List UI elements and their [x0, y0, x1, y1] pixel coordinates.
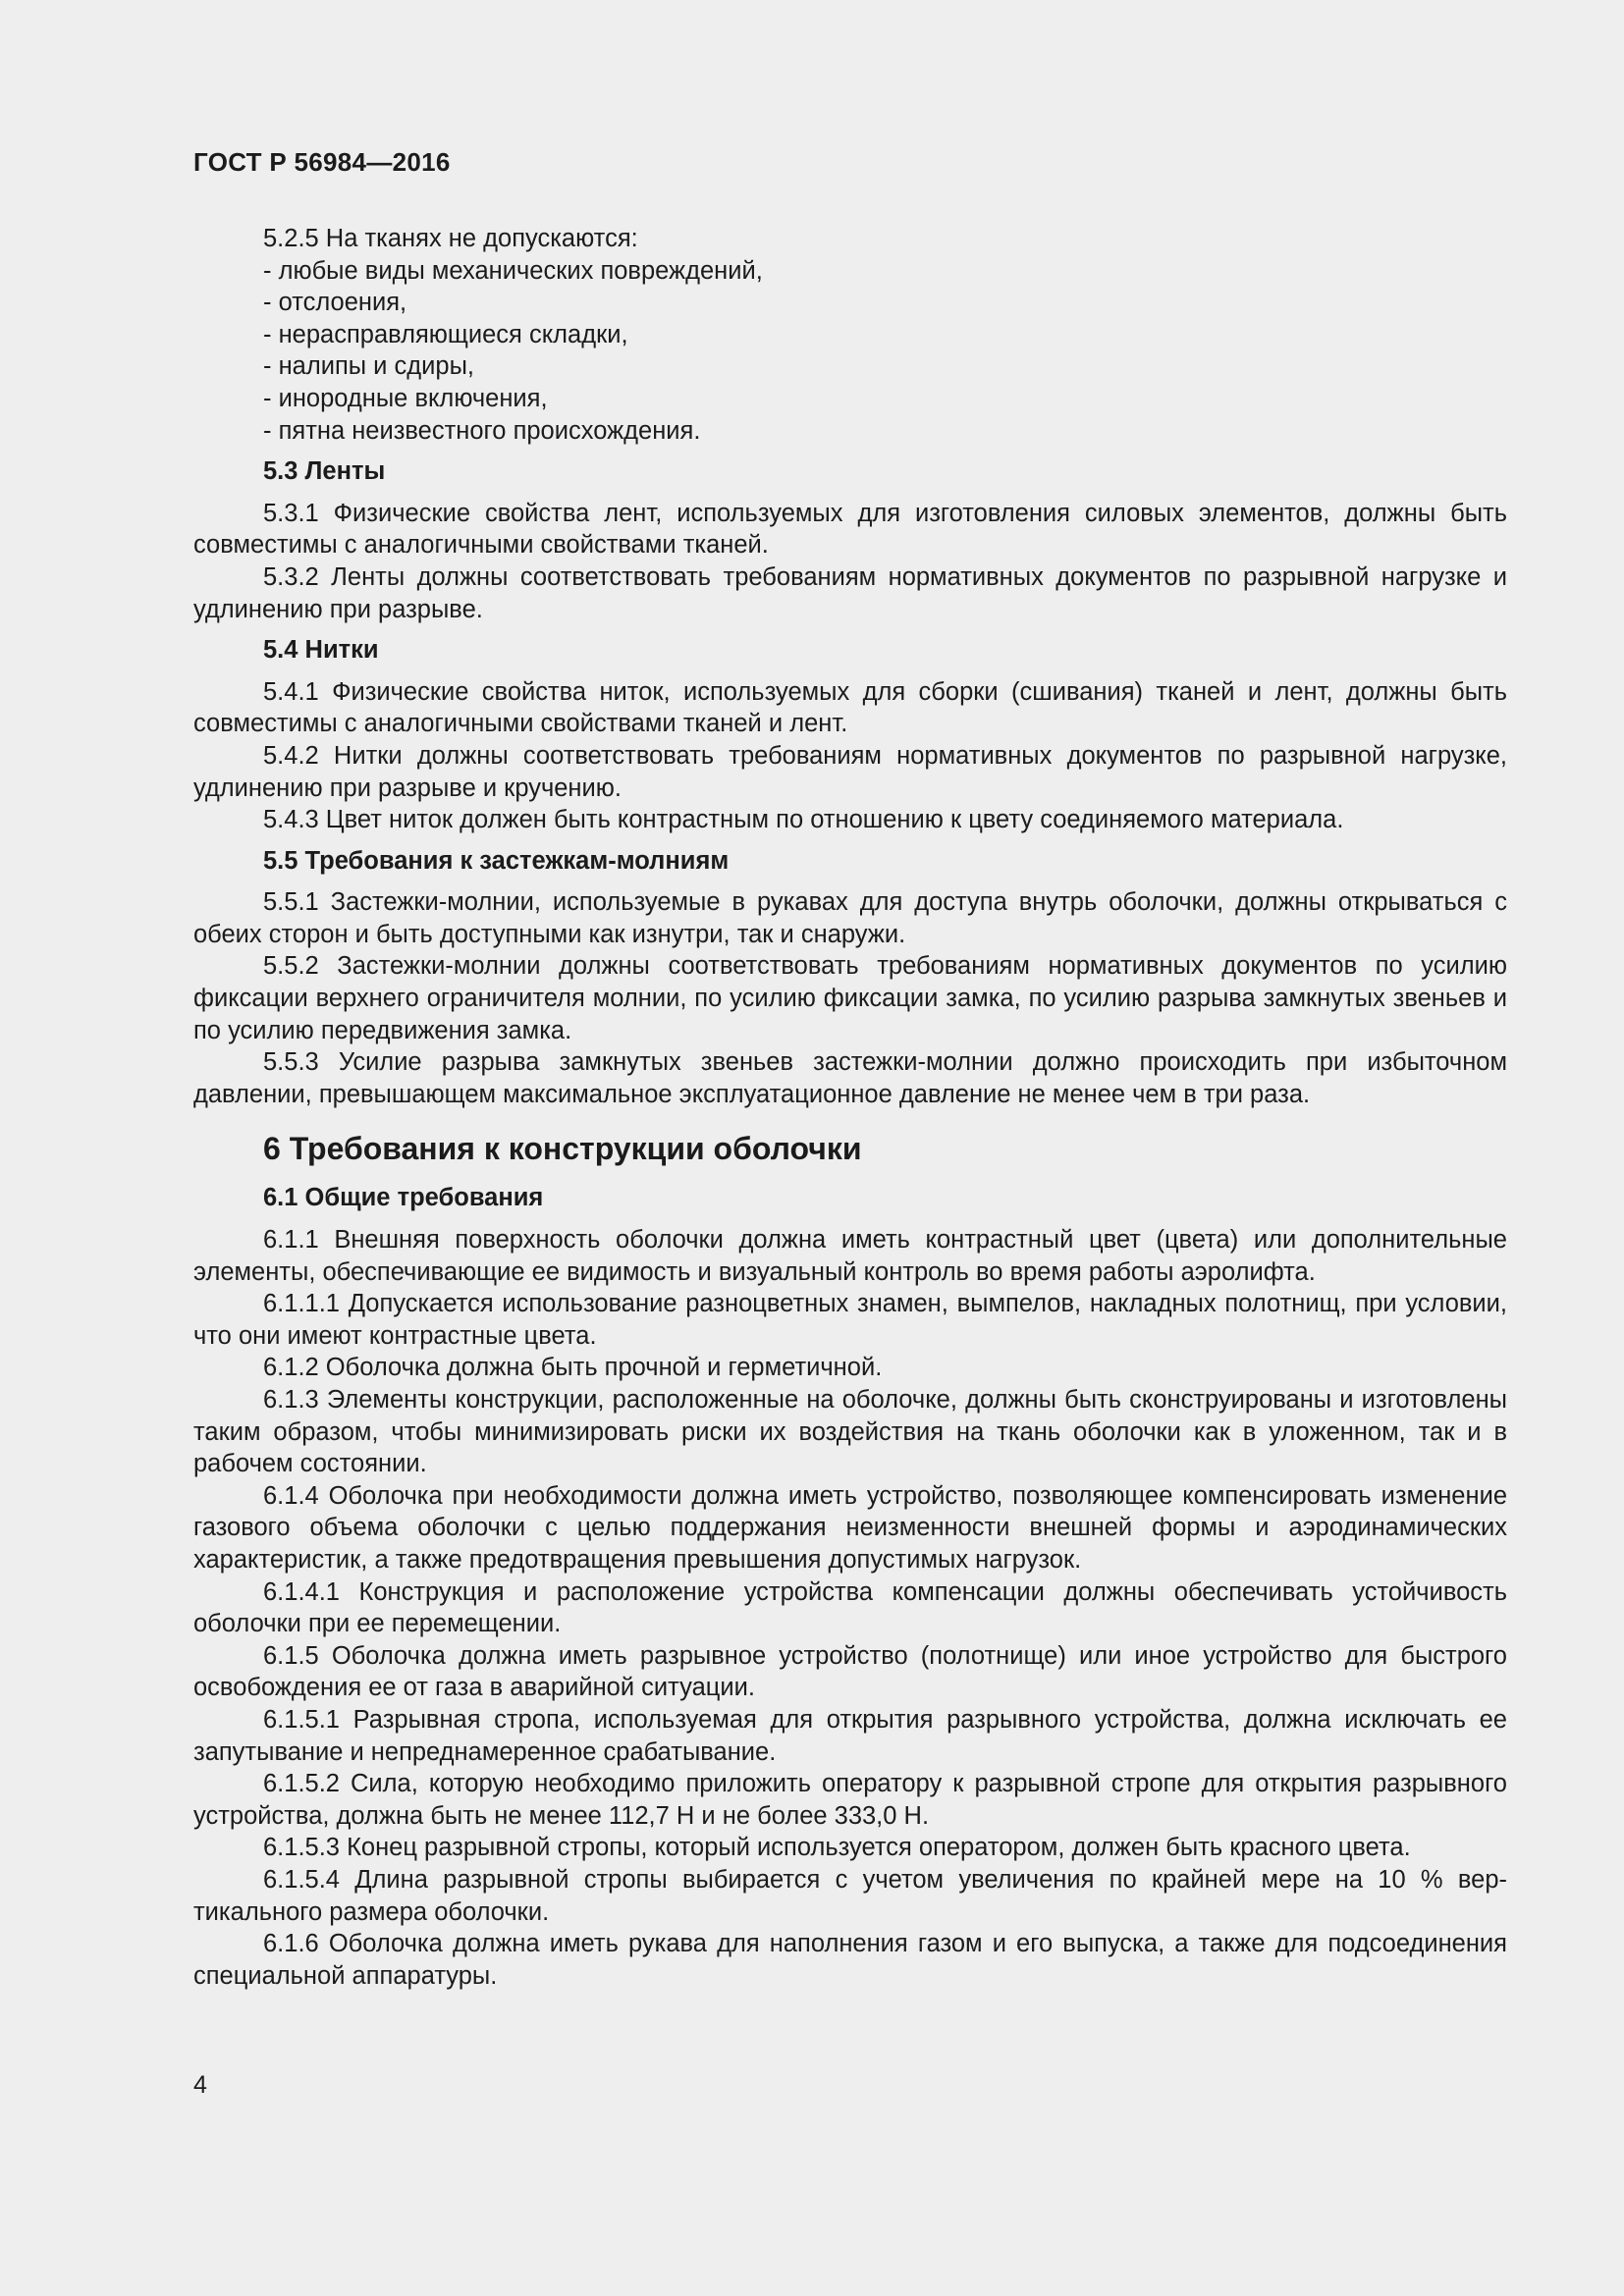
chapter-heading-6: 6 Требования к конструкции оболочки	[263, 1131, 862, 1167]
section-heading-5-4: 5.4 Нитки	[263, 636, 379, 665]
list-item: - нерасправляющиеся складки,	[263, 320, 628, 348]
paragraph-5-3-2: 5.3.2 Ленты должны соответствовать требованиям нормативных документов по разрывной нагрузке и удлинению при разрыве.	[193, 562, 1507, 623]
section-heading-5-5: 5.5 Требования к застежкам-молниям	[263, 846, 730, 875]
paragraph-6-1-5-3: 6.1.5.3 Конец разрывной стропы, который используется оператором, должен быть красного цвета.	[263, 1834, 1411, 1862]
paragraph-6-1-4-1: 6.1.4.1 Конструкция и расположение устройства компенсации должны обеспечивать устойчивость оболочки при ее перемещении.	[193, 1577, 1507, 1638]
paragraph-6-1-6: 6.1.6 Оболочка должна иметь рукава для наполнения газом и его выпуска, а также для подсоединения специальной аппаратуры.	[193, 1930, 1507, 1990]
list-item: - инородные включения,	[263, 384, 548, 412]
document-body	[193, 223, 1507, 1992]
paragraph-6-1-1: 6.1.1 Внешняя поверхность оболочки должна иметь контрастный цвет (цвета) или дополнительные элементы, обеспечивающие ее видимость и визуальный контроль во время работы аэролифта.	[193, 1226, 1507, 1286]
section-5-5	[193, 836, 1507, 1111]
document-header: ГОСТ Р 56984—2016	[193, 147, 451, 177]
list-item: - пятна неизвестного происхождения.	[263, 416, 701, 445]
paragraph-6-1-3: 6.1.3 Элементы конструкции, расположенные на оболочке, должны быть сконструированы и изготовлены таким образом, чтобы минимизировать риски их воздействия на ткань оболочки как в уложенном, так и в рабочем состоянии.	[193, 1386, 1507, 1478]
paragraph-5-4-2: 5.4.2 Нитки должны соответствовать требованиям нормативных документов по разрывной нагрузке, удлинению при разрыве и кручению.	[193, 741, 1507, 802]
section-heading-5-3: 5.3 Ленты	[263, 457, 386, 486]
list-item: - любые виды механических повреждений,	[263, 256, 763, 285]
section-5-3	[193, 447, 1507, 625]
paragraph-5-5-2: 5.5.2 Застежки-молнии должны соответствовать требованиям нормативных документов по усилию фиксации верхнего ограничителя молнии, по усилию фиксации замка, по усилию разрыва замкнутых звеньев и по усилию передвижения замка.	[193, 952, 1507, 1044]
paragraph-6-1-5-4: 6.1.5.4 Длина разрывной стропы выбирается с учетом увеличения по крайней мере на 10 % вертикального размера оболочки.	[193, 1865, 1507, 1926]
page-number: 4	[193, 2071, 207, 2099]
paragraph-5-4-3: 5.4.3 Цвет ниток должен быть контрастным по отношению к цвету соединяемого материала.	[263, 806, 1344, 834]
section-5-4	[193, 625, 1507, 836]
paragraph-5-2-5: 5.2.5 На тканях не допускаются:	[263, 225, 638, 252]
list-item: - отслоения,	[263, 289, 407, 317]
paragraph-6-1-5: 6.1.5 Оболочка должна иметь разрывное устройство (полотнище) или иное устройство для быстрого освобождения ее от газа в аварийной ситуации.	[193, 1641, 1507, 1702]
paragraph-6-1-5-2: 6.1.5.2 Сила, которую необходимо приложить оператору к разрывной стропе для открытия разрывного устройства, должна быть не менее 112,7 Н и не более 333,0 Н.	[193, 1770, 1507, 1830]
section-5-2-5	[193, 223, 1507, 447]
section-6	[193, 1110, 1507, 1992]
paragraph-5-5-3: 5.5.3 Усилие разрыва замкнутых звеньев застежки-молнии должно происходить при избыточном давлении, превышающем максимальное эксплуатационное давление не менее чем в три раза.	[193, 1048, 1507, 1108]
paragraph-6-1-2: 6.1.2 Оболочка должна быть прочной и герметичной.	[263, 1354, 883, 1382]
paragraph-5-3-1: 5.3.1 Физические свойства лент, используемых для изготовления силовых элементов, должны быть совместимы с аналогичными свойствами тканей.	[193, 499, 1507, 560]
paragraph-5-5-1: 5.5.1 Застежки-молнии, используемые в рукавах для доступа внутрь оболочки, должны открываться с обеих сторон и быть доступными как изнутри, так и снаружи.	[193, 888, 1507, 948]
paragraph-6-1-5-1: 6.1.5.1 Разрывная стропа, используемая для открытия разрывного устройства, должна исключать ее запутывание и непреднамеренное срабатывание.	[193, 1705, 1507, 1766]
paragraph-6-1-4: 6.1.4 Оболочка при необходимости должна иметь устройство, позволяющее компенсировать изменение газового объема оболочки с целью поддержания неизменности внешней формы и аэродинамических характеристик, а также предотвращения превышения допустимых нагрузок.	[193, 1481, 1507, 1574]
paragraph-6-1-1-1: 6.1.1.1 Допускается использование разноцветных знамен, вымпелов, накладных полотнищ, при условии, что они имеют контрастные цвета.	[193, 1290, 1507, 1350]
list-item: - налипы и сдиры,	[263, 352, 474, 381]
paragraph-5-4-1: 5.4.1 Физические свойства ниток, используемых для сборки (сшивания) тканей и лент, должны быть совместимы с аналогичными свойствами тканей и лент.	[193, 677, 1507, 738]
section-heading-6-1: 6.1 Общие требования	[263, 1184, 544, 1212]
